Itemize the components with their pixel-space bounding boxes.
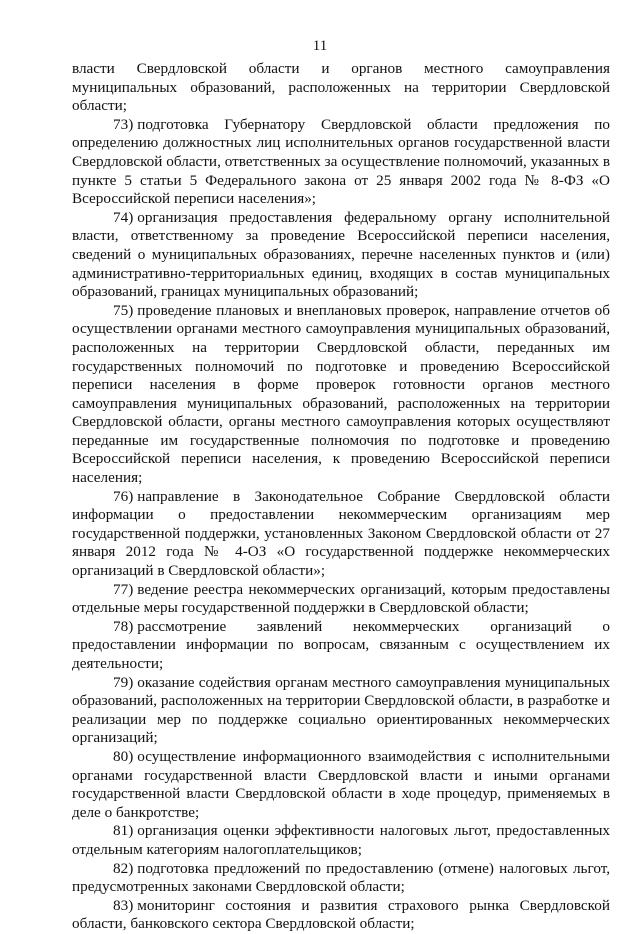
paragraph-73 [72,116,610,209]
paragraph-77 [72,581,610,618]
paragraph-75 [72,302,610,488]
paragraph-number: 81) [113,822,134,840]
paragraph-text: власти Свердловской области и органов местного самоуправления муниципальных образований, расположенных на территории Свердловской области; [72,60,610,115]
paragraph-text: осуществление информационного взаимодействия с исполнительными органами государственной власти Свердловской власти и иными органами государственной власти Свердловской области в ходе процедур, применяемых в деле о банкротстве; [72,747,610,821]
paragraph-81 [72,822,610,859]
paragraph-number: 74) [113,208,134,226]
paragraph-text: организация предоставления федеральному органу исполнительной власти, ответственному за проведение Всероссийской переписи населения, сведений о муниципальных образованиях, перечне населенных пунктов и (или) административно-территориальных единиц, входящих в состав муниципальных образований, границах муниципальных образований; [72,208,610,301]
paragraph-78 [72,618,610,674]
paragraph-76 [72,488,610,581]
paragraph-text: мониторинг состояния и развития страхового рынка Свердловской области, банковского сектора Свердловской области; [72,896,610,933]
page-number: 11 [312,38,328,54]
paragraph-number: 73) [113,115,134,133]
paragraph-text: подготовка предложений по предоставлению (отмене) налоговых льгот, предусмотренных законами Свердловской области; [72,859,610,896]
paragraph-83 [72,897,610,934]
paragraph-number: 82) [113,859,134,877]
paragraph-80 [72,748,610,822]
paragraph-continuation [72,60,610,116]
paragraph-number: 76) [113,487,134,505]
paragraph-text: подготовка Губернатору Свердловской области предложения по определению должностных лиц исполнительных органов государственной власти Свердловской области, ответственных за осуществление полномочий, указанных в пункте 5 статьи 5 Федерального закона от 25 января 2002 года № 8-ФЗ «О Всероссийской переписи населения»; [72,115,610,208]
paragraph-number: 75) [113,301,134,319]
paragraph-number: 77) [113,580,134,598]
paragraph-number: 80) [113,747,134,765]
paragraph-text: ведение реестра некоммерческих организаций, которым предоставлены отдельные меры государственной поддержки в Свердловской области; [72,580,610,617]
paragraph-number: 83) [113,896,134,914]
paragraph-text: организация оценки эффективности налоговых льгот, предоставленных отдельным категориям налогоплательщиков; [72,822,610,858]
document-body [72,60,610,934]
paragraph-number: 79) [113,673,134,691]
paragraph-79 [72,674,610,748]
paragraph-text: рассмотрение заявлений некоммерческих организаций о предоставлении информации по вопросам, связанным с осуществлением их деятельности; [72,617,610,672]
paragraph-74 [72,209,610,302]
paragraph-text: оказание содействия органам местного самоуправления муниципальных образований, расположенных на территории Свердловской области, в разработке и реализации мер по поддержке социально ориентированных некоммерческих организаций; [72,673,610,747]
paragraph-number: 78) [113,617,134,635]
paragraph-text: направление в Законодательное Собрание Свердловской области информации о предоставлении некоммерческим организациям мер государственной поддержки, установленных Законом Свердловской области от 27 января 2012 года № 4-ОЗ «О государственной поддержке некоммерческих организаций в Свердловской области»; [72,487,610,580]
paragraph-text: проведение плановых и внеплановых проверок, направление отчетов об осуществлении органами местного самоуправления муниципальных образований, расположенных на территории Свердловской области, переданных им государственных полномочий по подготовке и проведению Всероссийской переписи населения в форме проверок готовности органов местного самоуправления муниципальных образований, расположенных на территории Свердловской области, органы местного самоуправления которых осуществляют переданные им государственные полномочия по подготовке и проведению Всероссийской переписи населения, к проведению Всероссийской переписи населения; [72,301,610,487]
paragraph-82 [72,860,610,897]
